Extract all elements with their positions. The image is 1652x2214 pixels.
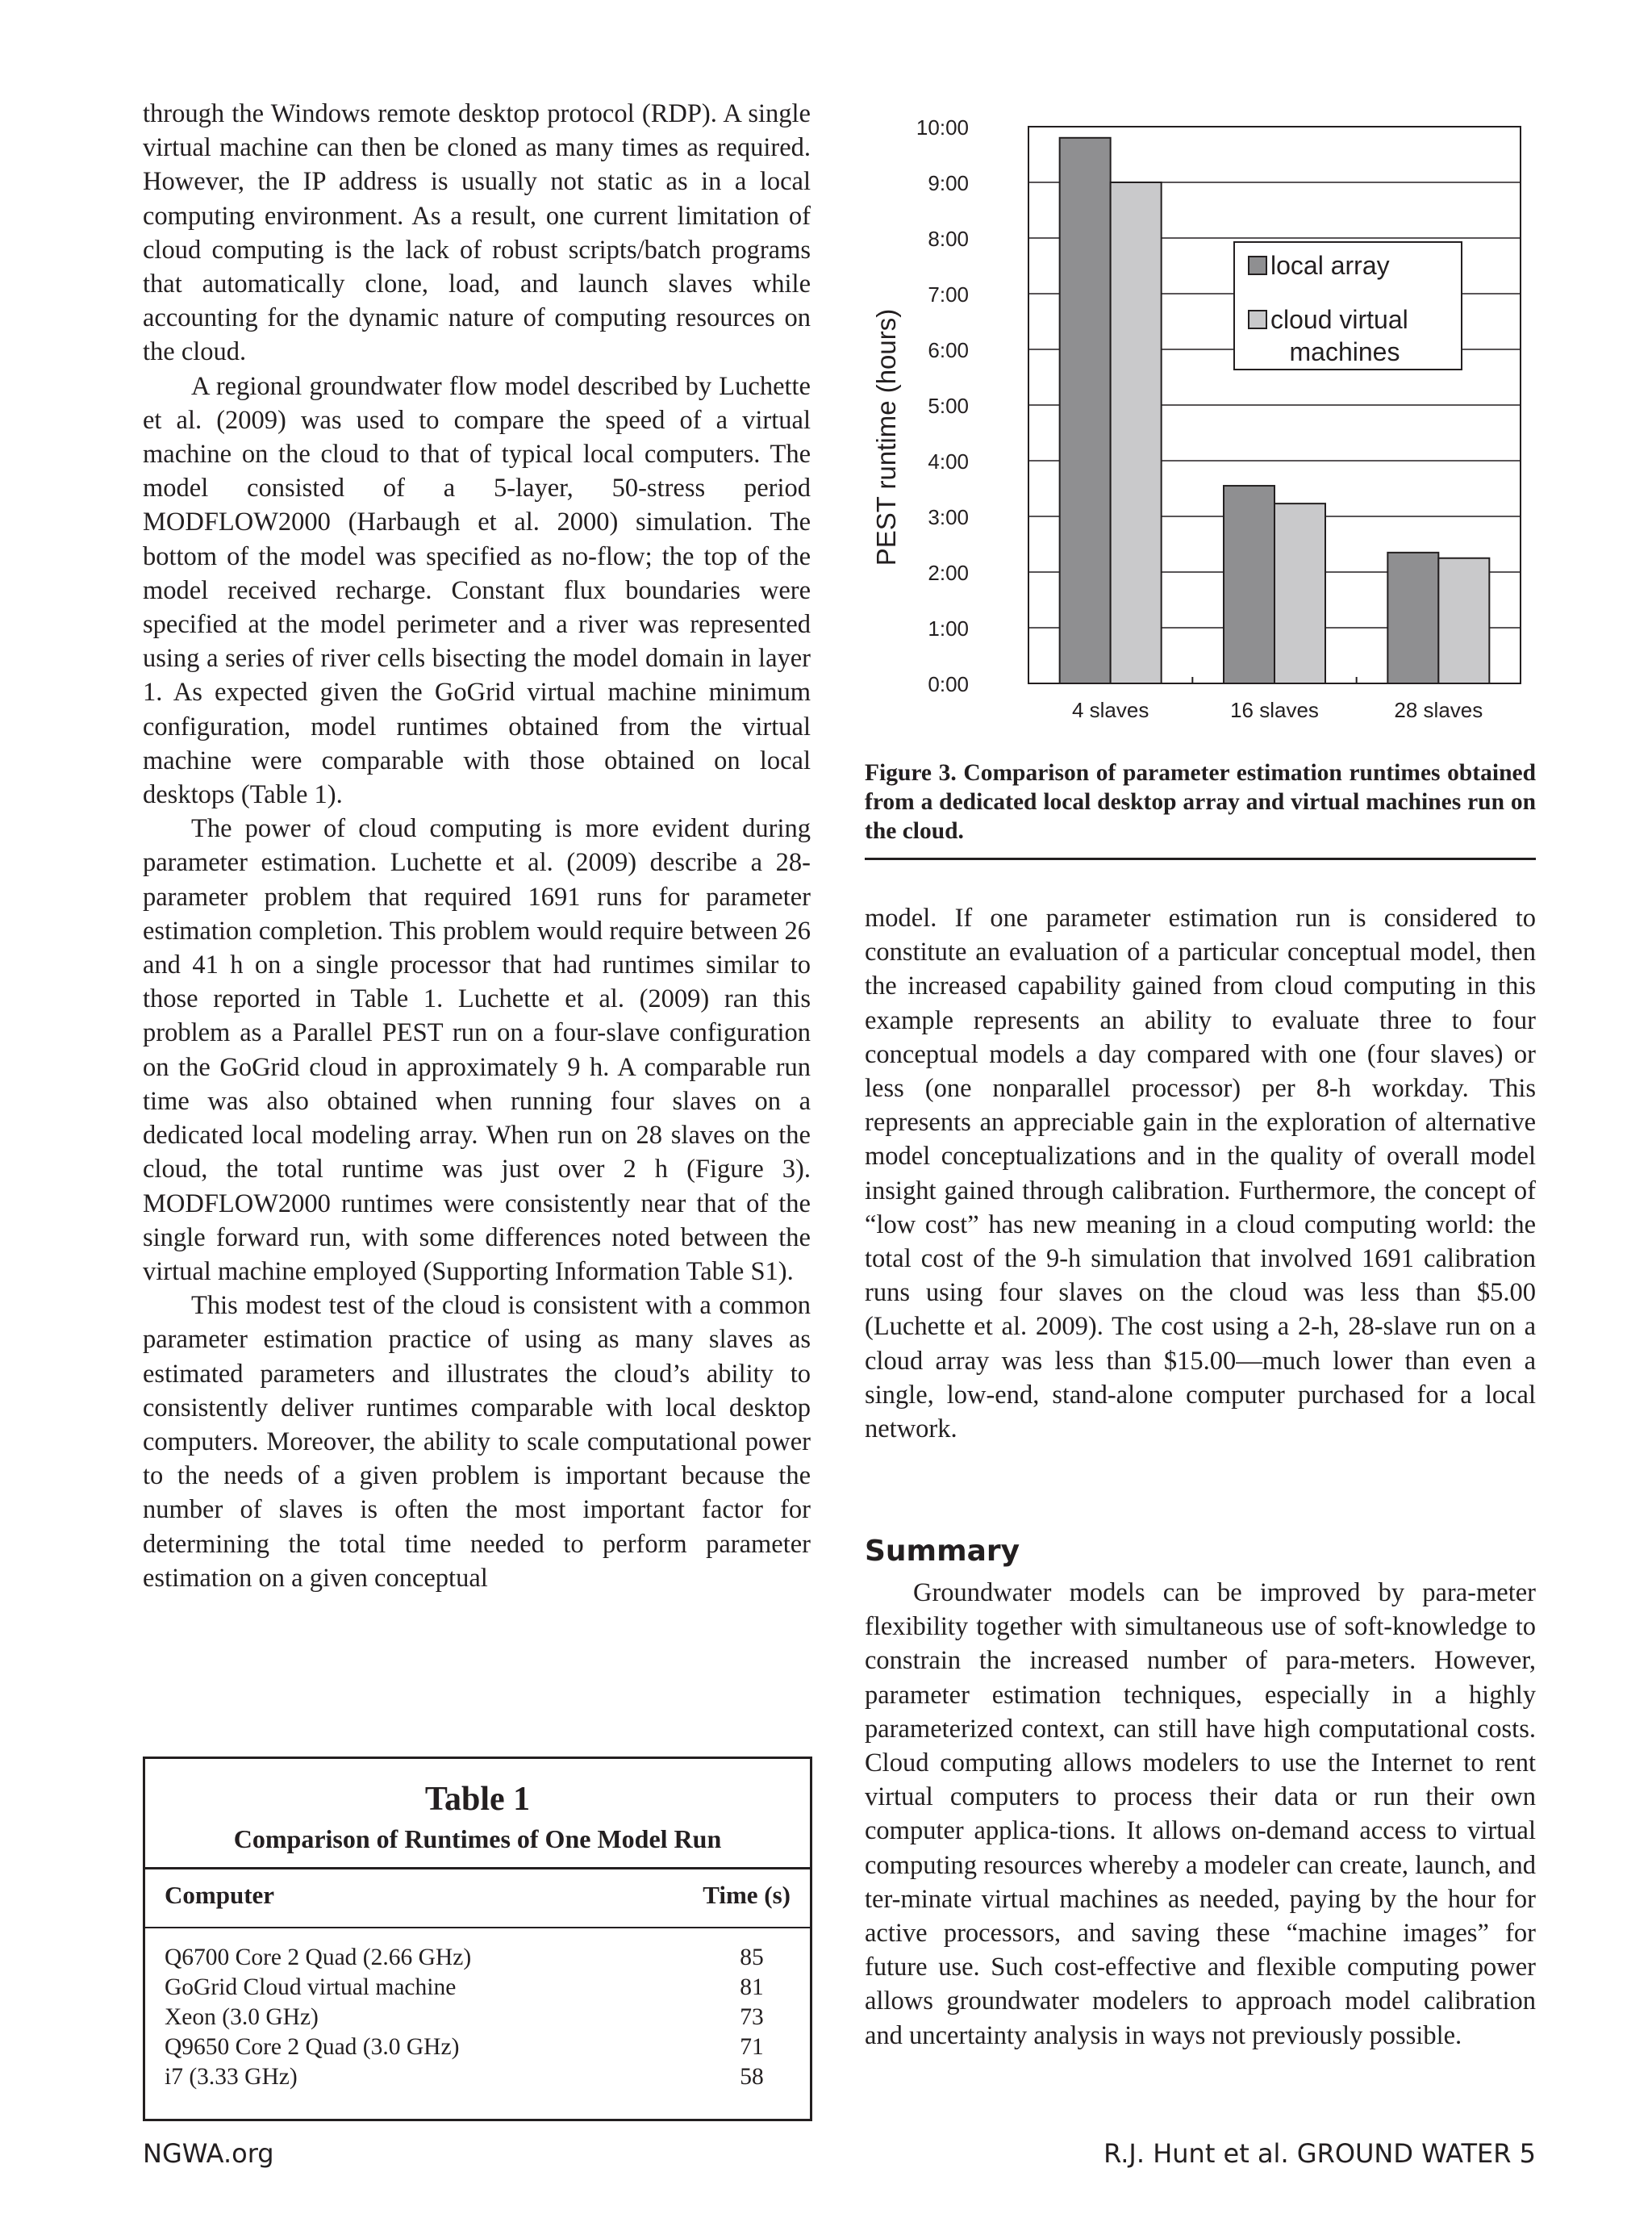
table-title: Table 1 (424, 1781, 531, 1818)
footer-running-head (1103, 2138, 1536, 2169)
paragraph: model. If one parameter estimation run is considered to constitute an evaluation of a particular conceptual model, then the increased capability gained from cloud computing in this example represents an ability to evaluate three to four conceptual models a day compared with one (four slaves) or less (one nonparallel processor) per 8-h workday. This represents an appreciable gain in the exploration of alternative model conceptualizations and in the quality of overall model insight gained through calibration. Furthermore, the concept of “low cost” has new meaning in a cloud computing world: the total cost of the 9-h simulation that involved 1691 calibration runs using four slaves on the cloud was less than $5.00 (Luchette et al. 2009). The cost using a 2-h, 28-slave run on a cloud array was less than $15.00—much lower than even a single, low-end, stand-alone computer purchased for a local network. (865, 904, 1536, 1444)
y-tick-label: 4:00 (928, 449, 969, 474)
legend-swatch-local-array (1249, 257, 1266, 274)
bar-cloud-virtual-machines-4-slaves (1111, 182, 1162, 683)
y-tick-label: 1:00 (928, 616, 969, 641)
paragraph: through the Windows remote desktop protocol (RDP). A single virtual machine can then be cloned as many times as required. However, the IP address is usually not static as in a local computing environment. As a result, one current limitation of cloud computing is the lack of robust scripts/batch programs that automatically clone, load, and launch slaves while accounting for the dynamic nature of computing resources on the cloud. (143, 99, 811, 367)
table-rule (145, 1867, 810, 1869)
table-row (165, 2032, 791, 2062)
bar-chart (859, 97, 1545, 758)
y-tick-label: 8:00 (928, 227, 969, 251)
legend (1234, 242, 1462, 370)
y-tick-label: 0:00 (928, 672, 969, 696)
bar-cloud-virtual-machines-16-slaves (1274, 503, 1325, 683)
summary-section (865, 1576, 1536, 2053)
figure-caption: Figure 3. Comparison of parameter estimation runtimes obtained from a dedicated local desktop array and virtual machines run on the cloud. (865, 760, 1536, 844)
cell-computer: Xeon (3.0 GHz) (165, 2004, 319, 2030)
y-tick-label: 5:00 (928, 394, 969, 418)
cell-time: 85 (740, 1945, 764, 1970)
figure-3 (859, 97, 1545, 758)
y-tick-label: 9:00 (928, 171, 969, 195)
cell-computer: Q9650 Core 2 Quad (3.0 GHz) (165, 2034, 460, 2060)
legend-swatch-cloud-virtual-machines (1249, 311, 1266, 328)
paragraph: Groundwater models can be improved by para-meter flexibility together with simultaneous use of soft-knowledge to constrain the increased number of para-meters. However, parameter estimation techniques, especially in a highly parameterized context, can still have high computational costs. Cloud computing allows modelers to use the Internet to rent virtual computers to process their data or run their own computer applica-tions. It allows on-demand access to virtual computing resources whereby a modeler can create, launch, and ter-minate virtual machines as needed, paying by the hour for active processors, and saving these “machine images” for future use. Such cost-effective and flexible computing power allows groundwater modelers to approach model calibration and uncertainty analysis in ways not previously possible. (865, 1578, 1536, 2050)
legend-label-local-array: local array (1270, 251, 1390, 280)
footer-journal-url: NGWA.org (143, 2138, 274, 2169)
y-tick-label: 2:00 (928, 561, 969, 585)
table-subtitle: Comparison of Runtimes of One Model Run (233, 1824, 722, 1853)
x-tick-label: 16 slaves (1230, 698, 1319, 722)
bar-local-array-16-slaves (1224, 486, 1274, 683)
figure-rule (865, 858, 1536, 860)
cell-computer: GoGrid Cloud virtual machine (165, 1974, 457, 2000)
bar-local-array-28-slaves (1387, 553, 1438, 683)
y-tick-label: 10:00 (916, 115, 969, 140)
x-tick-labels (1072, 698, 1483, 722)
table-body (165, 1943, 791, 2092)
cell-time: 73 (740, 2004, 764, 2030)
cell-computer: i7 (3.33 GHz) (165, 2064, 298, 2090)
y-axis-label: PEST runtime (hours) (871, 308, 901, 566)
cell-computer: Q6700 Core 2 Quad (2.66 GHz) (165, 1945, 472, 1970)
legend-label-machines: machines (1289, 337, 1400, 366)
cell-time: 58 (740, 2064, 764, 2090)
x-tick-label: 28 slaves (1394, 698, 1483, 722)
table-row (165, 1973, 791, 2003)
left-column (143, 97, 811, 1595)
table-row (165, 1943, 791, 1973)
y-tick-label: 3:00 (928, 505, 969, 529)
y-tick-label: 7:00 (928, 282, 969, 307)
page-number: 5 (1519, 2138, 1536, 2169)
footer-authors: R.J. Hunt et al. GROUND WATER (1103, 2138, 1512, 2169)
y-tick-labels (916, 115, 969, 696)
cell-time: 81 (740, 1974, 764, 2000)
column-header-time: Time (s) (703, 1881, 791, 1909)
bar-local-array-4-slaves (1060, 138, 1111, 683)
x-tick-label: 4 slaves (1071, 698, 1149, 722)
column-header-computer: Computer (165, 1881, 275, 1909)
section-heading-summary: Summary (865, 1535, 1020, 1568)
table-row (165, 2062, 791, 2092)
table-rule (145, 1927, 810, 1928)
paragraph: A regional groundwater flow model described by Luchette et al. (2009) was used to compare the speed of a virtual machine on the cloud to that of typical local computers. The model consisted of a 5-layer, 50-stress period MODFLOW2000 (Harbaugh et al. 2000) simulation. The bottom of the model was specified as no-flow; the top of the model received recharge. Constant flux boundaries were specified at the model perimeter and a river was represented using a series of river cells bisecting the model domain in layer 1. As expected given the GoGrid virtual machine minimum configuration, model runtimes obtained from the virtual machine were comparable with those obtained on local desktops (Table 1). (143, 371, 811, 810)
paragraph: This modest test of the cloud is consistent with a common parameter estimation practice of using as many slaves as estimated parameters and illustrates the cloud’s ability to consistently deliver runtimes comparable with local desktop computers. Moreover, the ability to scale computational power to the needs of a given problem is important because the number of slaves is often the most important factor for determining the total time needed to perform parameter estimation on a given conceptual (143, 1291, 811, 1593)
table-1 (143, 1757, 812, 2121)
right-column (865, 901, 1536, 1446)
legend-label-cloud-virtual: cloud virtual (1270, 305, 1408, 334)
bars (1060, 138, 1490, 683)
y-tick-label: 6:00 (928, 338, 969, 362)
table-row (165, 2003, 791, 2032)
paragraph: The power of cloud computing is more evident during parameter estimation. Luchette et al. (2009) describe a 28-parameter problem that required 1691 runs for parameter estimation completion. This problem would require between 26 and 41 h on a single processor that had runtimes similar to those reported in Table 1. Luchette et al. (2009) ran this problem as a Parallel PEST run on a four-slave configuration on the GoGrid cloud in approximately 9 h. A comparable run time was also obtained when running four slaves on a dedicated local modeling array. When run on 28 slaves on the cloud, the total runtime was just over 2 h (Figure 3). MODFLOW2000 runtimes were consistently near that of the single forward run, with some differences noted between the virtual machine employed (Supporting Information Table S1). (143, 814, 811, 1286)
bar-cloud-virtual-machines-28-slaves (1438, 558, 1489, 683)
cell-time: 71 (740, 2034, 764, 2060)
